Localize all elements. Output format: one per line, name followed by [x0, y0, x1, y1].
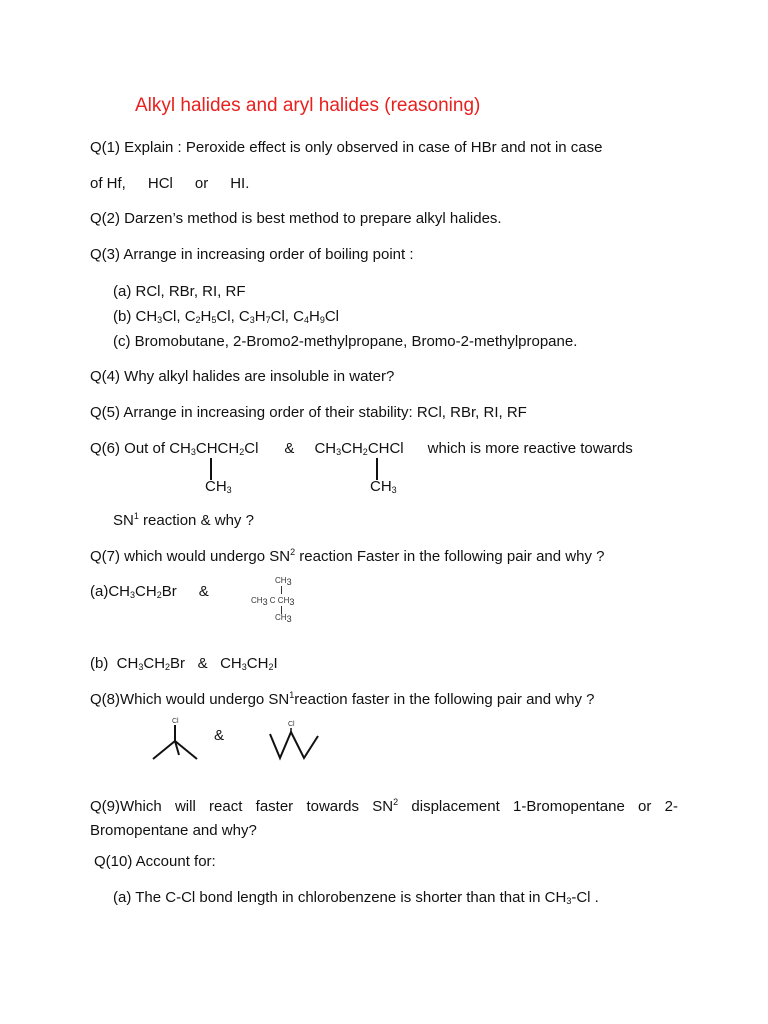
- question-3-option-c: (c) Bromobutane, 2-Bromo2-methylpropane, Bromo-2-methylpropane.: [113, 333, 578, 350]
- question-10-option-a: (a) The C-Cl bond length in chlorobenzene is shorter than that in $CH_3-Cl$ .: [113, 889, 599, 906]
- question-7-option-a: $(a)CH_3CH_2Br$ &: [90, 583, 209, 600]
- question-9-line-2: Bromopentane and why?: [90, 822, 257, 839]
- question-5: Q(5) Arrange in increasing order of their stability: RCl, RBr, RI, RF: [90, 404, 527, 421]
- question-1-line-2: of Hf, HCl or HI.: [90, 175, 250, 192]
- question-7-option-b: (b) $CH_3CH_2Br$ & $CH_3CH_2I$: [90, 655, 278, 672]
- question-9-line-1: Q(9)Which will react faster towards $SN^2$ displacement 1-Bromopentane or 2-: [90, 797, 679, 815]
- question-1-line-1: Q(1) Explain : Peroxide effect is only observed in case of HBr and not in case: [90, 139, 603, 156]
- question-9: [90, 790, 678, 843]
- question-6-line: Q(6) Out of $CH_3CHCH_2Cl$ & $CH_3CH_2CHCl$ which is more reactive towards: [90, 440, 633, 457]
- tert-butyl-structure-image: $CH_3$ $CH_3$ C $CH_3$ $CH_3$: [251, 576, 295, 624]
- page-title: Alkyl halides and aryl halides (reasoning): [135, 95, 481, 116]
- question-6-sn1-line: $SN^1$ reaction & why ?: [113, 511, 254, 529]
- question-2: Q(2) Darzen’s method is best method to prepare alkyl halides.: [90, 210, 502, 227]
- q6-bond-line-1: [210, 458, 212, 480]
- question-4: Q(4) Why alkyl halides are insoluble in water?: [90, 368, 395, 385]
- svg-text:Cl: Cl: [172, 718, 179, 725]
- question-3-option-b: (b) $CH_3Cl$, $C_2H_5Cl$, $C_3H_7Cl$, $C_4H_9Cl$: [113, 308, 340, 325]
- secondary-chloride-skeletal-structure: [266, 718, 326, 762]
- question-7-stem: Q(7) which would undergo $SN^2$ reaction Faster in the following pair and why ?: [90, 547, 605, 565]
- q6-methyl-1: $CH_3$: [205, 478, 232, 495]
- tert-butyl-chloride-skeletal-structure: [145, 715, 205, 763]
- svg-text:Cl: Cl: [288, 721, 295, 728]
- q6-bond-line-2: [376, 458, 378, 480]
- question-10-stem: Q(10) Account for:: [94, 853, 216, 870]
- question-8-stem: Q(8)Which would undergo $SN^1reaction$ faster in the following pair and why ?: [90, 690, 595, 708]
- question-8-ampersand: &: [214, 727, 225, 744]
- question-3-stem: Q(3) Arrange in increasing order of boiling point :: [90, 246, 414, 263]
- q6-methyl-2: $CH_3$: [370, 478, 397, 495]
- question-3-option-a: (a) RCl, RBr, RI, RF: [113, 283, 246, 300]
